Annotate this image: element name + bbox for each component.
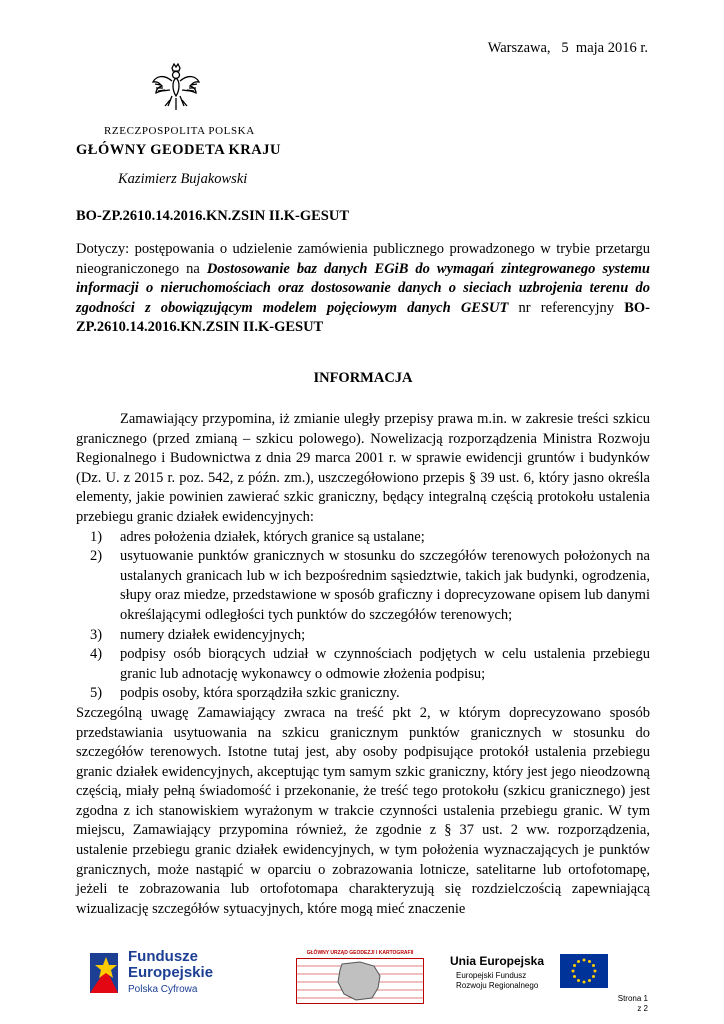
page-line1: Strona 1 (617, 994, 648, 1003)
page-number (618, 994, 648, 1014)
list-text: adres położenia działek, których granice są ustalane; (120, 528, 425, 545)
list-item (76, 528, 650, 548)
list-number: 3) (90, 626, 103, 643)
subject-mid: nr referencyjny (508, 299, 625, 316)
subject-lead: Dotyczy: postępowania o udzielenie zamówienia publicznego prowadzonego w trybie przetargu nieograniczonego na (76, 241, 650, 277)
fe-star-icon (88, 951, 122, 995)
ue-line2: Rozwoju Regionalnego (456, 981, 539, 990)
fe-line2: Europejskie (128, 964, 214, 981)
list-text: podpisy osób biorących udział w czynnościach podjętych w celu ustalenia przebiegu granic lub adnotację wykonawcy o odmowie złożenia podpisu; (120, 646, 650, 682)
reference-number: BO-ZP.2610.14.2016.KN.ZSIN II.K-GESUT (76, 208, 350, 224)
list-number: 1) (90, 528, 103, 545)
fe-line1: Fundusze (128, 948, 198, 965)
list-number: 2) (90, 548, 103, 565)
poland-map-icon (296, 958, 424, 1004)
subject-paragraph (76, 240, 650, 338)
paragraph-1: Zamawiający przypomina, iż zmianie uległy przepisy prawa m.in. w zakresie treści szkicu granicznego (przed zmianą – szkicu polowego). Nowelizacją rozporządzenia Ministra Rozwoju Regionalnego i Budownictwa z dnia 29 marca 2001 r. w sprawie ewidencji gruntów i budynków (Dz. U. z 2015 r. poz. 542, z późn. zm.), uszczegółowiono przepis § 39 ust. 6, który jasno określa elementy, jakie powinien zawierać szkic graniczny, będący integralną częścią protokołu ustalenia przebiegu granic działek ewidencyjnych: (76, 411, 650, 525)
document-date: Warszawa, 5 maja 2016 r. (487, 40, 648, 56)
subject-ref: BO-ZP.2610.14.2016.KN.ZSIN II.K-GESUT (76, 299, 650, 336)
list-item (76, 547, 650, 625)
list-item (76, 645, 650, 684)
document-heading: INFORMACJA (313, 370, 413, 386)
list-number: 5) (90, 685, 103, 702)
page-line2: z 2 (637, 1004, 648, 1013)
list-item (76, 684, 650, 704)
unia-europejska-logo (450, 952, 610, 997)
eagle-emblem-icon (150, 62, 202, 114)
eu-flag-icon (560, 954, 608, 988)
gugik-logo (290, 948, 430, 1006)
list-text: podpis osoby, która sporządziła szkic graniczny. (120, 685, 400, 702)
list-item (76, 626, 650, 646)
list-number: 4) (90, 646, 103, 663)
sketch-elements-list (76, 528, 650, 704)
country-name: RZECZPOSPOLITA POLSKA (104, 125, 255, 137)
gugik-name: GŁÓWNY URZĄD GEODEZJI I KARTOGRAFII (306, 950, 414, 956)
paragraph-2: Szczególną uwagę Zamawiający zwraca na treść pkt 2, w którym doprecyzowano sposób przedstawiania usytuowania na szkicu granicznym punktów granicznych w stosunku do szczegółów terenowych. Istotne tutaj jest, aby osoby podpisujące protokół ustalenia przebiegu granic działek ewidencyjnych, akceptując tym samym szkic graniczny, który jest jego nieodzowną częścią, miały pełną świadomość i przekonanie, że treść tego protokołu (szkicu granicznego) jest zgodna z ich stanowiskiem wyrażonym w trakcie czynności ustalenia przebiegu granic. W tym miejscu, Zamawiający przypomina również, że zgodnie z § 37 ust. 2 ww. rozporządzenia, ustalenie przebiegu granic działek ewidencyjnych, w tym położenia wyznaczających je punktów granicznych, może nastąpić w oparciu o zobrazowania lotnicze, satelitarne lub ortofotomapę, jeżeli te zobrazowania lub ortofotomapa charakteryzują się rozdzielczością zapewniającą wizualizację szczegółów sytuacyjnych, które mogą mieć znaczenie (76, 704, 650, 917)
list-text: usytuowanie punktów granicznych w stosunku do szczegółów terenowych położonych na ustalanych granicach lub w ich bezpośrednim sąsiedztwie, takich jak budynki, ogrodzenia, słupy oraz miedze, przedstawione w sposób graficzny i doprecyzowane opisem lub danymi określającymi odległości tych punktów do szczegółów terenowych; (120, 548, 650, 623)
fe-line3: Polska Cyfrowa (128, 984, 198, 995)
main-content (76, 410, 650, 919)
signatory-name: Kazimierz Bujakowski (118, 171, 248, 187)
fundusze-europejskie-logo (88, 947, 223, 1007)
ue-title: Unia Europejska (450, 954, 545, 968)
ue-line1: Europejski Fundusz (456, 971, 527, 980)
subject-title: Dostosowanie baz danych EGiB do wymagań zintegrowanego systemu informacji o nieruchomościach oraz dostosowanie danych o sieciach uzbrojenia terenu do zgodności z obowiązującym modelem pojęciowym danych GESUT (76, 260, 650, 316)
office-title: GŁÓWNY GEODETA KRAJU (76, 142, 281, 158)
list-text: numery działek ewidencyjnych; (120, 626, 306, 643)
